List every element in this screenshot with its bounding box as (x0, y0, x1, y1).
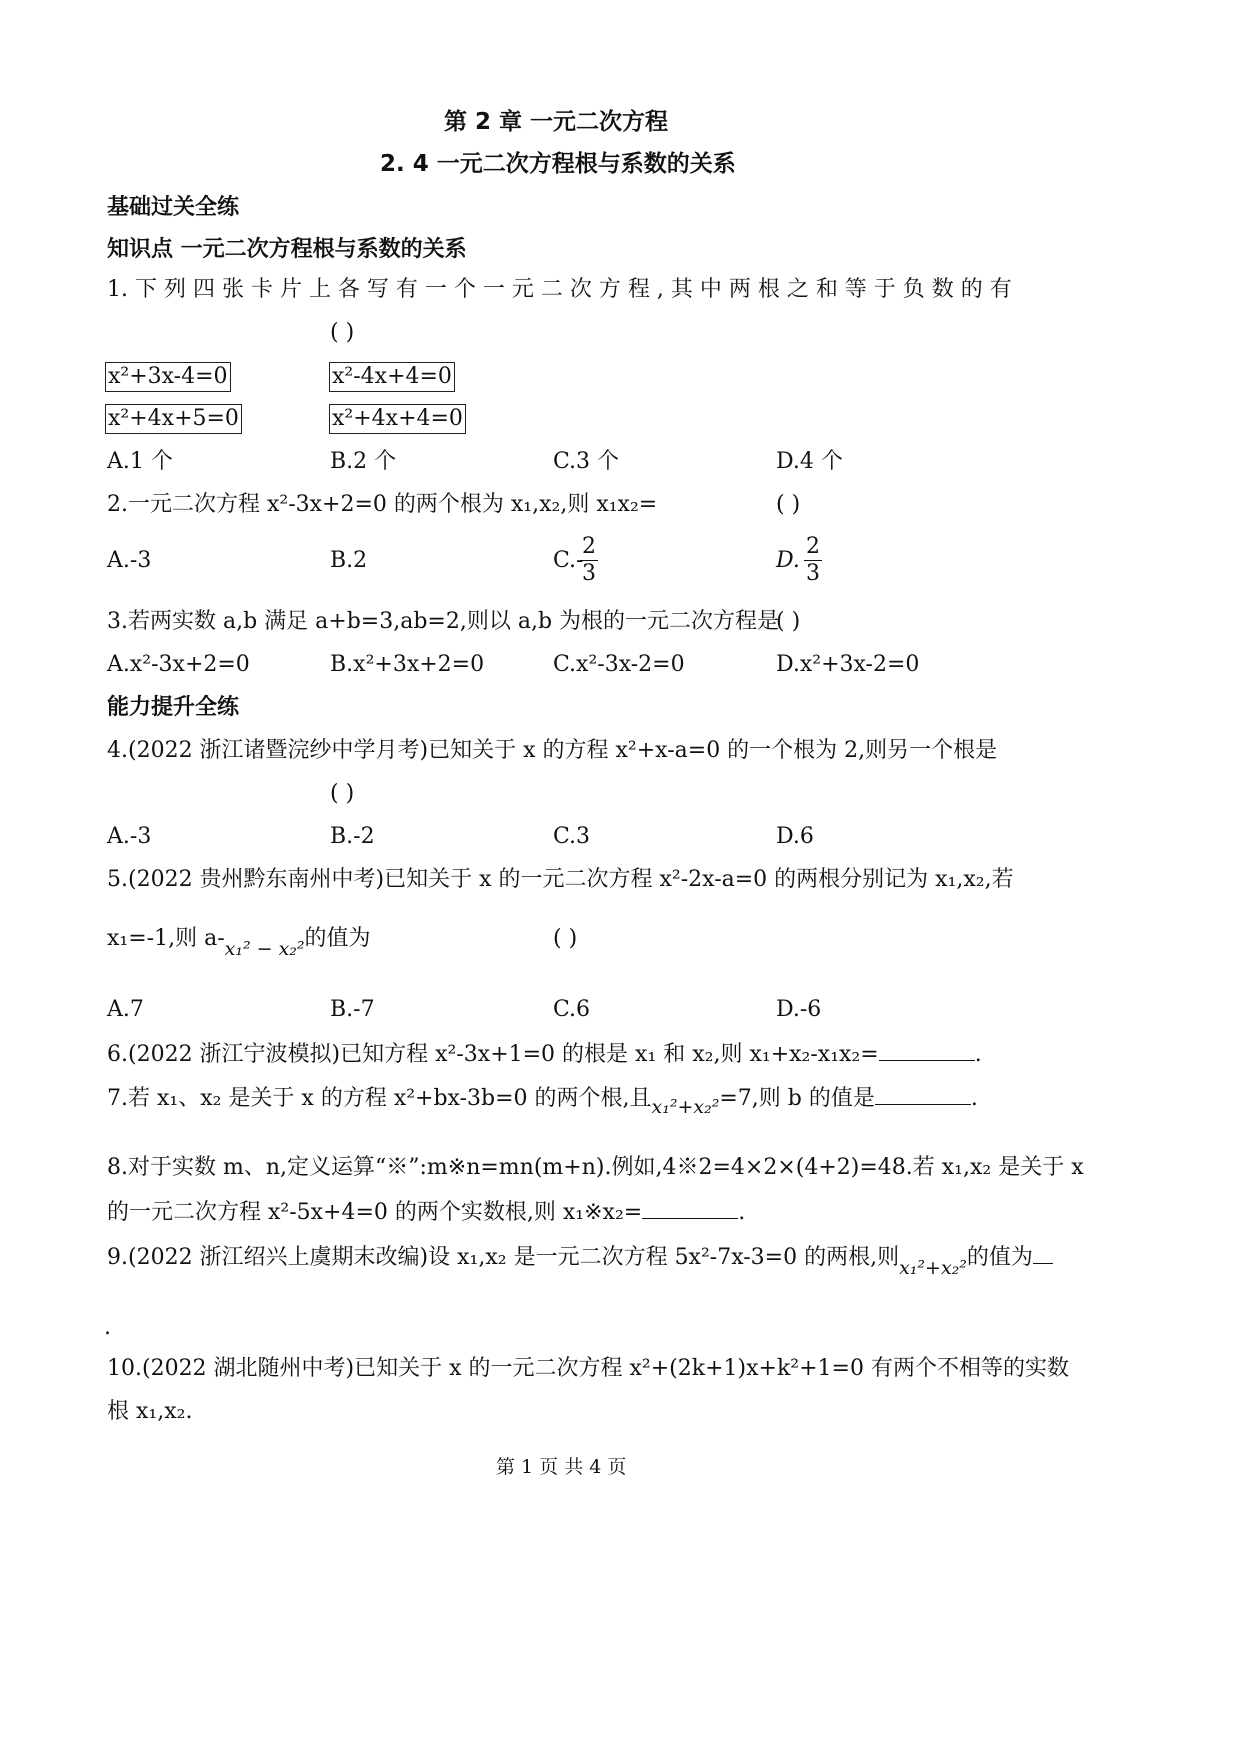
q8-stem: 的一元二次方程 x²-5x+4=0 的两个实数根,则 x₁※x₂= (107, 1200, 643, 1225)
q2-option-c-fraction (580, 534, 598, 587)
q8-line1: 8.对于实数 m、n,定义运算“※”:m※n=mn(m+n).例如,4※2=4×2×(4+2)=48.若 x₁,x₂ 是关于 x (107, 1155, 1084, 1180)
q6-line (107, 1038, 982, 1070)
q5-line2 (107, 924, 371, 960)
q6-end: . (974, 1042, 982, 1067)
knowledge-point: 知识点 一元二次方程根与系数的关系 (107, 237, 467, 262)
q9-answer-blank[interactable] (1033, 1241, 1053, 1264)
q1-paren: ( ) (330, 320, 355, 345)
q6-answer-blank[interactable] (879, 1038, 975, 1061)
q9-expression: x₁²+x₂² (899, 1257, 967, 1279)
q4-option-c: C.3 (553, 824, 591, 849)
section-title: 2. 4 一元二次方程根与系数的关系 (380, 151, 736, 177)
q9-end: . (104, 1315, 111, 1340)
chapter-title: 第 2 章 一元二次方程 (444, 109, 669, 135)
q2-option-b: B.2 (330, 548, 368, 573)
q3-option-d: D.x²+3x-2=0 (776, 652, 920, 677)
q8-end: . (738, 1200, 746, 1225)
q3-stem: 3.若两实数 a,b 满足 a+b=3,ab=2,则以 a,b 为根的一元二次方程是 (107, 609, 780, 634)
q3-option-b: B.x²+3x+2=0 (330, 652, 485, 677)
q5-option-b: B.-7 (330, 997, 375, 1022)
q1-option-a: A.1 个 (107, 449, 173, 474)
q9-stem-start: 9.(2022 浙江绍兴上虞期末改编)设 x₁,x₂ 是一元二次方程 5x²-7x-3=0 的两根,则 (107, 1245, 900, 1270)
q1-card-1: x²+3x-4=0 (105, 362, 231, 392)
fraction-denominator: 3 (582, 561, 596, 586)
q7-stem-start: 7.若 x₁、x₂ 是关于 x 的方程 x²+bx-3b=0 的两个根,且 (107, 1086, 652, 1111)
part2-title: 能力提升全练 (107, 695, 240, 720)
q4-option-d: D.6 (776, 824, 814, 849)
fraction-numerator: 2 (582, 534, 596, 559)
q1-card-3: x²+4x+5=0 (105, 404, 242, 434)
q4-paren: ( ) (330, 781, 355, 806)
q2-stem: 2.一元二次方程 x²-3x+2=0 的两个根为 x₁,x₂,则 x₁x₂= (107, 492, 658, 517)
q4-option-b: B.-2 (330, 824, 375, 849)
q1-stem: 1. 下 列 四 张 卡 片 上 各 写 有 一 个 一 元 二 次 方 程 , 其 中 两 根 之 和 等 于 负 数 的 有 (107, 277, 1012, 302)
q7-answer-blank[interactable] (875, 1082, 971, 1105)
q2-option-c-prefix: C.- (553, 548, 584, 573)
fraction-denominator: 3 (806, 561, 820, 586)
q5-expression: x₁² − x₂² (224, 938, 305, 960)
q5-option-a: A.7 (107, 997, 144, 1022)
q1-card-4: x²+4x+4=0 (329, 404, 466, 434)
q6-stem: 6.(2022 浙江宁波模拟)已知方程 x²-3x+1=0 的根是 x₁ 和 x₂,则 x₁+x₂-x₁x₂= (107, 1042, 879, 1067)
q3-paren: ( ) (776, 609, 801, 634)
q5-option-d: D.-6 (776, 997, 822, 1022)
q1-card-2: x²-4x+4=0 (329, 362, 455, 392)
q4-option-a: A.-3 (107, 824, 152, 849)
q2-paren: ( ) (776, 492, 801, 517)
q3-option-a: A.x²-3x+2=0 (107, 652, 250, 677)
q7-end: . (970, 1086, 978, 1111)
q4-stem: 4.(2022 浙江诸暨浣纱中学月考)已知关于 x 的方程 x²+x-a=0 的一个根为 2,则另一个根是 (107, 738, 998, 763)
q2-option-d-fraction (804, 534, 822, 587)
q9-stem-end: 的值为 (966, 1245, 1033, 1270)
q5-option-c: C.6 (553, 997, 591, 1022)
q5-line2-end: 的值为 (304, 926, 371, 951)
q8-answer-blank[interactable] (642, 1196, 738, 1219)
q5-paren: ( ) (553, 926, 578, 951)
q3-option-c: C.x²-3x-2=0 (553, 652, 685, 677)
q8-line2 (107, 1196, 745, 1228)
q1-option-b: B.2 个 (330, 449, 397, 474)
fraction-numerator: 2 (806, 534, 820, 559)
q9-line (107, 1241, 1053, 1279)
q10-line1: 10.(2022 湖北随州中考)已知关于 x 的一元二次方程 x²+(2k+1)x+k²+1=0 有两个不相等的实数 (107, 1356, 1069, 1381)
q1-option-c: C.3 个 (553, 449, 620, 474)
part1-title: 基础过关全练 (107, 195, 240, 220)
page-footer: 第 1 页 共 4 页 (496, 1456, 627, 1478)
q1-option-d: D.4 个 (776, 449, 843, 474)
q5-stem: 5.(2022 贵州黔东南州中考)已知关于 x 的一元二次方程 x²-2x-a=0 的两根分别记为 x₁,x₂,若 (107, 867, 1014, 892)
q2-option-a: A.-3 (107, 548, 152, 573)
q5-line2-start: x₁=-1,则 a- (107, 926, 225, 951)
q10-line2: 根 x₁,x₂. (107, 1399, 193, 1424)
q7-expression: x₁²+x₂² (651, 1096, 720, 1118)
q7-line (107, 1082, 978, 1118)
q2-option-d-prefix: D. (776, 548, 800, 573)
q7-stem-end: =7,则 b 的值是 (719, 1086, 875, 1111)
